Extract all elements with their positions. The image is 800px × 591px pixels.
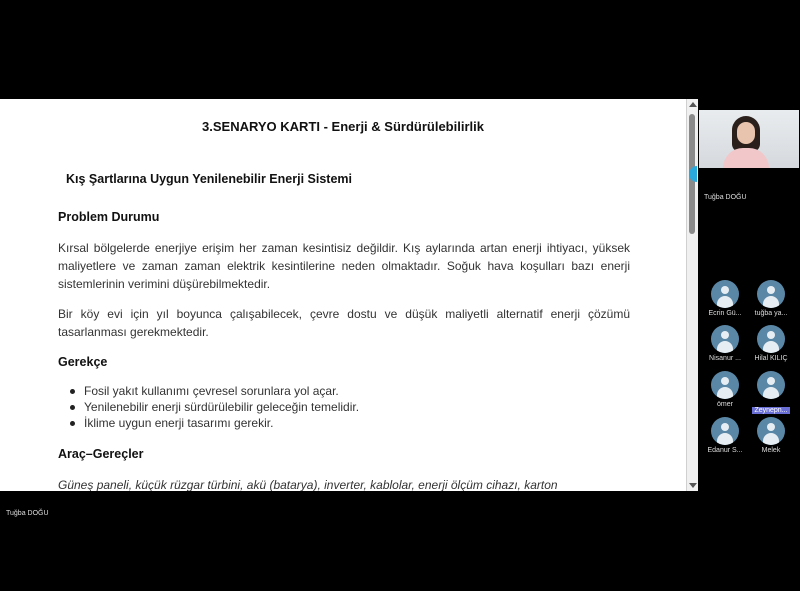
- list-item: Yenilenebilir enerji sürdürülebilir geleceğin temelidir.: [70, 399, 359, 415]
- participant-tile[interactable]: [702, 417, 748, 454]
- participant-name: ömer: [717, 401, 733, 408]
- participant-tile[interactable]: [702, 371, 748, 408]
- document-scrollbar[interactable]: [686, 99, 698, 491]
- participant-name: Edanur S...: [707, 447, 743, 454]
- avatar-icon: [757, 417, 785, 445]
- document-subtitle: Kış Şartlarına Uygun Yenilenebilir Enerji Sistemi: [66, 172, 352, 186]
- participant-tile[interactable]: [748, 325, 794, 362]
- participant-name: tuğba ya...: [754, 310, 788, 317]
- problem-heading: Problem Durumu: [58, 210, 160, 224]
- avatar-icon: [711, 417, 739, 445]
- list-item: Fosil yakıt kullanımı çevresel sorunlara yol açar.: [70, 383, 359, 399]
- rationale-heading: Gerekçe: [58, 355, 108, 369]
- avatar-icon: [757, 325, 785, 353]
- speaker-video[interactable]: [699, 110, 799, 168]
- avatar-icon: [711, 280, 739, 308]
- scroll-up-icon[interactable]: [689, 102, 697, 107]
- person-face: [737, 122, 755, 144]
- problem-paragraph-1: Kırsal bölgelerde enerjiye erişim her zaman kesintisiz değildir. Kış aylarında artan enerji ihtiyacı, yüksek maliyetlere ve zaman zaman elektrik kesintilerine neden olmaktadır. Soğuk hava koşulları bazı enerji sistemlerinin verimini düşürebilmektedir.: [58, 241, 630, 291]
- avatar-icon: [711, 371, 739, 399]
- participant-name: Ecrin Gü...: [708, 310, 742, 317]
- avatar-icon: [757, 371, 785, 399]
- presenter-label: Tuğba DOĞU: [6, 510, 49, 517]
- materials-heading: Araç–Gereçler: [58, 447, 144, 461]
- materials-paragraph: Güneş paneli, küçük rüzgar türbini, akü (batarya), inverter, kablolar, enerji ölçüm cihazı, karton: [58, 478, 558, 491]
- list-item: İklime uygun enerji tasarımı gerekir.: [70, 415, 359, 431]
- problem-paragraph-2: Bir köy evi için yıl boyunca çalışabilecek, çevre dostu ve düşük maliyetli alternatif enerji çözümü tasarlanması gerekmektedir.: [58, 307, 630, 339]
- avatar-icon: [757, 280, 785, 308]
- avatar-icon: [711, 325, 739, 353]
- participant-name: Hilal KILIÇ: [754, 355, 788, 362]
- participant-name: Melek: [761, 447, 781, 454]
- participant-tile[interactable]: [702, 325, 748, 362]
- participant-name: Zeynepn...: [754, 407, 788, 414]
- scroll-down-icon[interactable]: [689, 483, 697, 488]
- participant-name: Nisanur ...: [709, 355, 741, 362]
- speaker-name: Tuğba DOĞU: [704, 194, 747, 201]
- participant-tile[interactable]: [748, 417, 794, 454]
- participant-tile[interactable]: [748, 371, 794, 417]
- shared-document: [0, 99, 686, 491]
- participant-tile[interactable]: [748, 280, 794, 317]
- document-title: 3.SENARYO KARTI - Enerji & Sürdürülebilirlik: [202, 119, 484, 134]
- rationale-list: [70, 383, 359, 431]
- participant-tile[interactable]: [702, 280, 748, 317]
